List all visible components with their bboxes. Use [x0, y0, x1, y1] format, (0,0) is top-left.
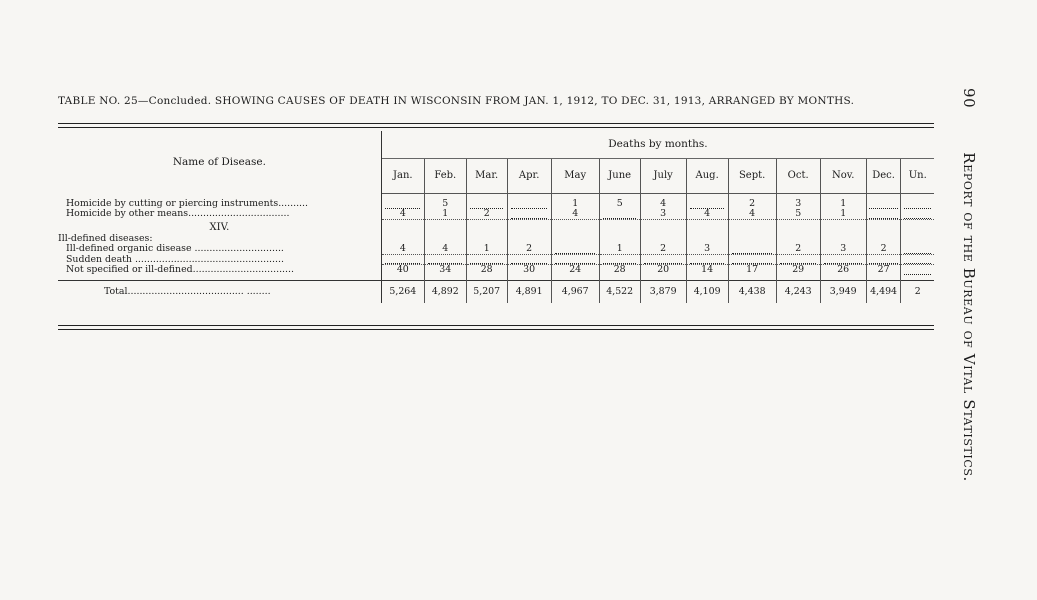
month-value: 4	[728, 209, 776, 219]
month-value	[381, 199, 424, 209]
month-value	[466, 199, 507, 209]
month-value	[901, 244, 934, 254]
empty-dot-leader	[824, 256, 862, 264]
month-value: 4	[424, 244, 466, 254]
empty-dot-leader	[780, 256, 816, 264]
disease-name: Sudden death ..................................................	[58, 254, 381, 265]
month-value	[599, 254, 640, 265]
month-value	[728, 254, 776, 265]
month-value	[640, 254, 686, 265]
empty-dot-leader	[690, 201, 724, 209]
empty-dot-leader	[869, 211, 897, 219]
month-value: 29	[776, 265, 820, 275]
empty-dot-leader	[555, 256, 595, 264]
empty-dot-leader	[555, 246, 595, 254]
month-value	[551, 254, 599, 265]
month-value: 5,264	[381, 281, 424, 304]
month-value: 4,892	[424, 281, 466, 304]
empty-dot-leader	[644, 256, 682, 264]
empty-dot-leader	[385, 256, 420, 264]
month-value: 4,109	[686, 281, 728, 304]
empty-dot-leader	[470, 256, 504, 264]
empty-dot-leader	[511, 211, 547, 219]
month-value	[866, 199, 901, 209]
month-value: 34	[424, 265, 466, 275]
section-heading-row	[58, 219, 934, 234]
month-value: 1	[424, 209, 466, 219]
month-value: 1	[551, 199, 599, 209]
month-value	[507, 254, 551, 265]
month-value: 3	[686, 244, 728, 254]
month-value: 24	[551, 265, 599, 275]
month-header: Jan.	[381, 159, 424, 194]
empty-dot-leader	[904, 211, 931, 219]
table-row	[58, 254, 934, 265]
month-value	[866, 254, 901, 265]
month-value: 2	[866, 244, 901, 254]
deaths-by-months-header: Deaths by months.	[381, 131, 934, 159]
empty-dot-leader	[428, 256, 462, 264]
month-value: 3,879	[640, 281, 686, 304]
month-value	[820, 254, 866, 265]
month-value: 2	[728, 199, 776, 209]
empty-dot-leader	[603, 211, 637, 219]
month-value: 1	[599, 244, 640, 254]
month-value: 40	[381, 265, 424, 275]
month-value: 1	[820, 209, 866, 219]
empty-dot-leader	[690, 256, 724, 264]
disease-name: Homicide by cutting or piercing instruments..........	[58, 199, 381, 209]
month-value	[901, 254, 934, 265]
table-row	[58, 244, 934, 254]
month-value	[599, 209, 640, 219]
month-value	[728, 244, 776, 254]
empty-dot-leader	[904, 246, 931, 254]
month-value: 3,949	[820, 281, 866, 304]
month-value	[424, 254, 466, 265]
empty-dot-leader	[385, 201, 420, 209]
month-value: 4	[686, 209, 728, 219]
month-value: 4	[551, 209, 599, 219]
month-value	[507, 199, 551, 209]
month-value	[901, 209, 934, 219]
disease-name: Homicide by other means..................................	[58, 209, 381, 219]
month-value	[686, 254, 728, 265]
top-rule	[58, 123, 934, 124]
month-header: July	[640, 159, 686, 194]
month-value: 5	[599, 199, 640, 209]
empty-dot-leader	[904, 256, 931, 264]
month-value: 28	[466, 265, 507, 275]
month-value	[901, 265, 934, 275]
month-value: 20	[640, 265, 686, 275]
month-value	[776, 254, 820, 265]
month-value	[901, 199, 934, 209]
month-value: 2	[466, 209, 507, 219]
empty-dot-leader	[904, 201, 931, 209]
month-value: 26	[820, 265, 866, 275]
table-row	[58, 209, 934, 219]
month-value: 30	[507, 265, 551, 275]
month-value	[551, 244, 599, 254]
empty-dot-leader	[603, 256, 637, 264]
month-value: 4,243	[776, 281, 820, 304]
month-value: 4,522	[599, 281, 640, 304]
month-value: 4,438	[728, 281, 776, 304]
month-value	[466, 254, 507, 265]
month-value: 2	[901, 281, 934, 304]
month-value: 2	[776, 244, 820, 254]
month-value: 4	[381, 244, 424, 254]
page-number: 90	[960, 88, 978, 109]
total-row	[58, 281, 934, 304]
month-header: Nov.	[820, 159, 866, 194]
month-header: Feb.	[424, 159, 466, 194]
top-rule-inner	[58, 127, 934, 128]
month-header: Mar.	[466, 159, 507, 194]
month-value	[381, 254, 424, 265]
bottom-rule	[58, 325, 934, 326]
empty-dot-leader	[904, 267, 931, 275]
month-value	[686, 199, 728, 209]
disease-name: Ill-defined organic disease ..............................	[58, 244, 381, 254]
empty-dot-leader	[869, 201, 897, 209]
running-head-text: Report of the Bureau of Vital Statistics.	[960, 152, 978, 482]
table-row	[58, 199, 934, 209]
month-header: Un.	[901, 159, 934, 194]
month-value: 27	[866, 265, 901, 275]
month-header: Dec.	[866, 159, 901, 194]
month-value: 4	[640, 199, 686, 209]
name-of-disease-header: Name of Disease.	[58, 131, 381, 194]
month-value: 4	[381, 209, 424, 219]
bottom-rule-inner	[58, 329, 934, 330]
month-value: 4,967	[551, 281, 599, 304]
total-label: Total....................................... ........	[58, 281, 381, 304]
month-value: 4,494	[866, 281, 901, 304]
month-header: Sept.	[728, 159, 776, 194]
month-value: 1	[820, 199, 866, 209]
month-value: 2	[640, 244, 686, 254]
month-value: 2	[507, 244, 551, 254]
month-value	[507, 209, 551, 219]
empty-dot-leader	[869, 256, 897, 264]
category-row	[58, 234, 934, 244]
deaths-by-month-table	[58, 131, 934, 303]
disease-name: Not specified or ill-defined..................................	[58, 265, 381, 275]
empty-dot-leader	[470, 201, 504, 209]
month-value: 3	[640, 209, 686, 219]
month-header: June	[599, 159, 640, 194]
table-row	[58, 265, 934, 275]
running-head	[960, 88, 978, 482]
month-value: 5,207	[466, 281, 507, 304]
month-value: 4,891	[507, 281, 551, 304]
month-value: 28	[599, 265, 640, 275]
month-header: May	[551, 159, 599, 194]
month-value: 14	[686, 265, 728, 275]
month-value: 17	[728, 265, 776, 275]
month-value: 3	[776, 199, 820, 209]
table-title: TABLE NO. 25—Concluded. SHOWING CAUSES OF DEATH IN WISCONSIN FROM JAN. 1, 1912, TO DEC. 31, 1913, ARRANGED BY MONTHS.	[58, 95, 855, 107]
month-value: 5	[776, 209, 820, 219]
month-value: 1	[466, 244, 507, 254]
category-label: Ill-defined diseases:	[58, 234, 381, 244]
section-heading: XIV.	[58, 219, 381, 234]
month-header: Apr.	[507, 159, 551, 194]
empty-dot-leader	[732, 246, 772, 254]
month-value: 5	[424, 199, 466, 209]
month-header: Aug.	[686, 159, 728, 194]
month-value	[866, 209, 901, 219]
month-header: Oct.	[776, 159, 820, 194]
empty-dot-leader	[511, 201, 547, 209]
month-value: 3	[820, 244, 866, 254]
empty-dot-leader	[732, 256, 772, 264]
empty-dot-leader	[511, 256, 547, 264]
